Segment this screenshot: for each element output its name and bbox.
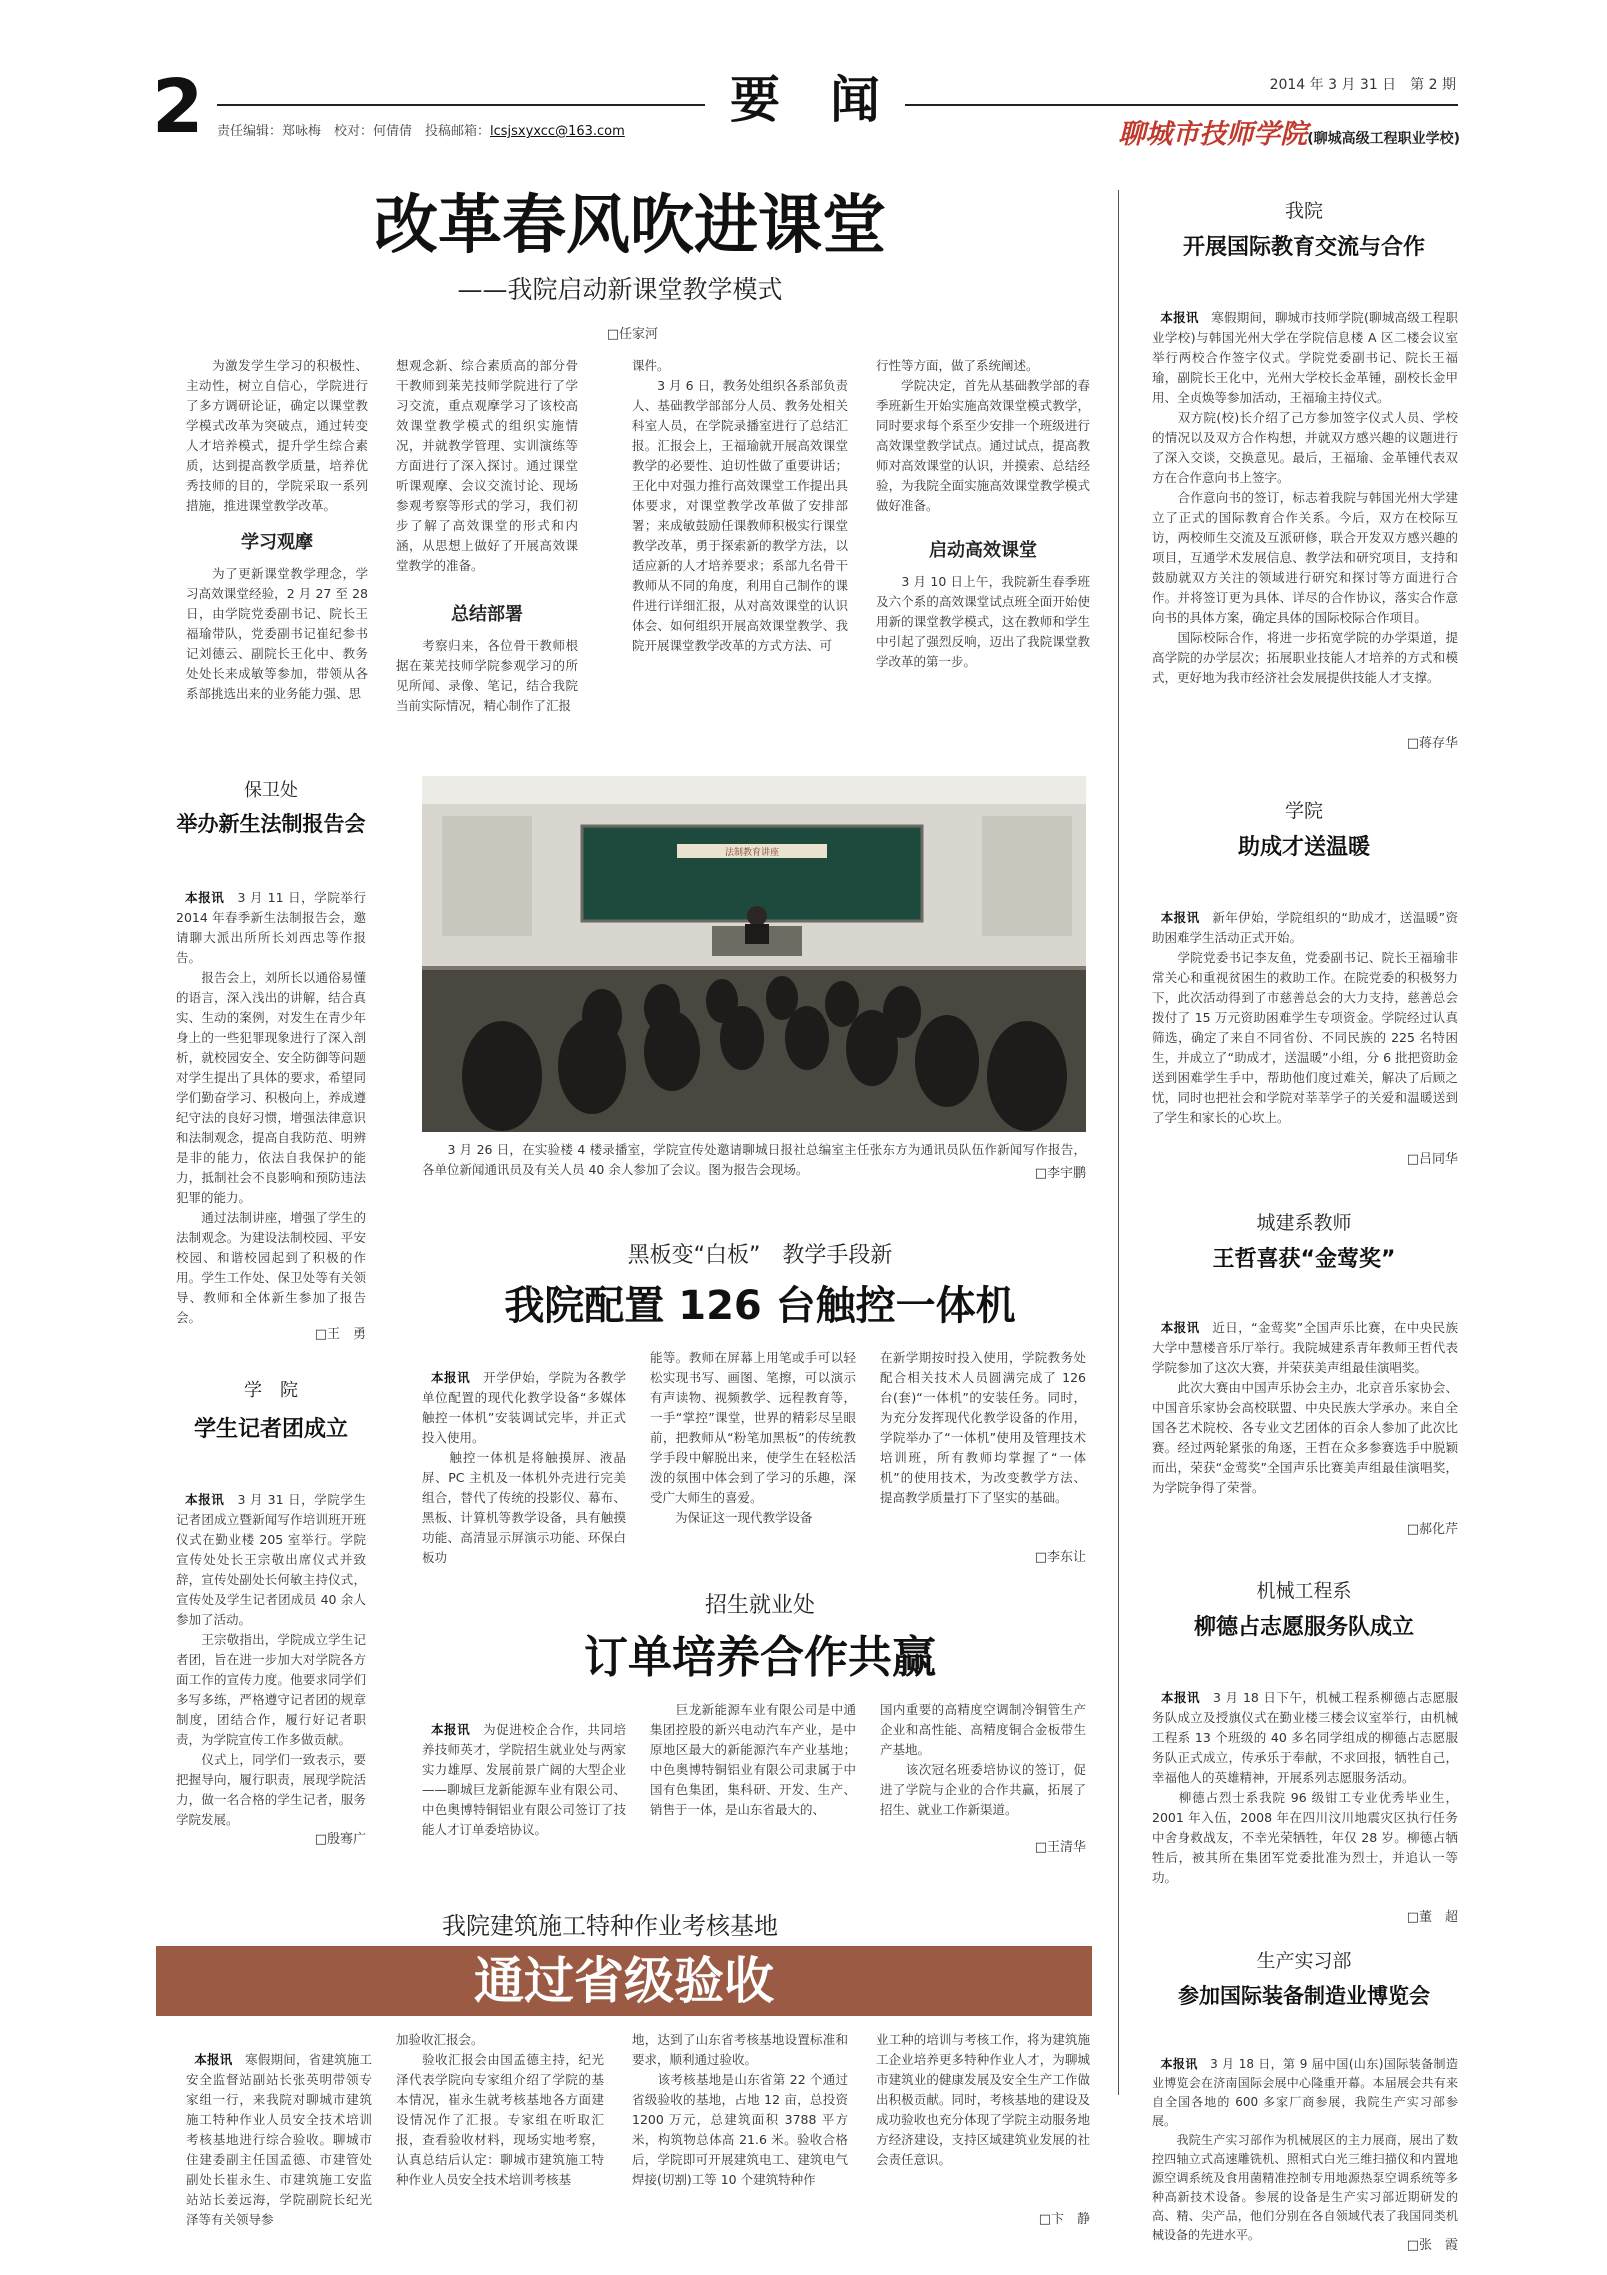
left-story2-dept: 学 院	[244, 1380, 298, 1401]
right-story1-lead: 本报讯	[1160, 310, 1199, 325]
order-col3: 国内重要的高精度空调制冷铜管生产企业和高性能、高精度铜合金板带生产基地。 该次冠名班委培协议的签订，促进了学院与企业的合作共赢，拓展了招生、就业工作新渠道。	[880, 1702, 1086, 1817]
right-story2-dept: 学院	[1284, 800, 1323, 822]
lead-column-4	[876, 356, 1090, 722]
bottom-title: 通过省级验收	[474, 1951, 774, 2010]
bottom-col1-text: 寒假期间，省建筑施工安全监督站副站长张英明带领专家组一行，来我院对聊城市建筑施工特种作业人员安全技术培训考核基地进行综合验收。聊城市住建委副主任国孟德、市建管处副处长崔永生、市建筑施工安监站站长姜远海，学院副院长纪光泽等有关领导参	[186, 2052, 372, 2227]
right-story1-text: 寒假期间，聊城市技师学院(聊城高级工程职业学校)与韩国光州大学在学院信息楼 A 区二楼会议室举行两校合作签字仪式。学院党委副书记、院长王福瑜，副院长王化中，光州大学校长金革锺，副校长金甲用、全贞焕等参加活动，王福瑜主持仪式。 双方院(校)长介绍了己方参加签字仪式人员、学校的情况以及双方合作构想，并就双方感兴趣的议题进行了深入交谈，交换意见。最后，王福瑜、金革锺代表双方在合作意向书上签字。 合作意向书的签订，标志着我院与韩国光州大学建立了正式的国际教育合作关系。今后，双方在校际互访，两校师生交流及互派研修，联合开发双方感兴趣的项目，互通学术发展信息、教学法和研究项目，支持和鼓励就双方关注的领域进行研究和探讨等方面进行合作。并将签订更为具体、详尽的合作协议，落实合作意向书的具体方案，确定具体的国际校际合作项目。 国际校际合作，将进一步拓宽学院的办学渠道，提高学院的办学层次；拓展职业技能人才培养的方式和模式，更好地为我市经济社会发展提供技能人才支撑。	[1152, 310, 1458, 685]
page-number: 2	[152, 64, 204, 150]
touch-col1-text: 开学伊始，学院为各教学单位配置的现代化教学设备“多媒体触控一体机”安装调试完毕，并正式投入使用。 触控一体机是将触摸屏、液晶屏、PC 主机及一体机外壳进行完美组合，替代了传统的投影仪、幕布、黑板、计算机等教学设备，具有触摸功能、高清显示屏演示功能、环保白板功	[422, 1370, 626, 1565]
touch-col3: 在新学期按时投入使用，学院教务处配合相关技术人员圆满完成了 126 台(套)“一体机”的安装任务。同时，为充分发挥现代化教学设备的作用，学院举办了“一体机”使用及管理技术培训班，所有教师均掌握了“一体机”的使用技术，为改变教学方法、提高教学质量打下了坚实的基础。	[880, 1350, 1090, 1505]
section-name: 要 闻	[730, 70, 880, 129]
left-story2-text: 3 月 31 日，学院学生记者团成立暨新闻写作培训班开班仪式在勤业楼 205 室举行。学院宣传处处长王宗敬出席仪式并致辞，宣传处副处长何敏主持仪式，宣传处及学生记者团成员 40 余人参加了活动。 王宗敬指出，学院成立学生记者团，旨在进一步加大对学院各方面工作的宣传力度。他要求同学们多写多练，严格遵守记者团的规章制度，团结合作，履行好记者职责，为学院宣传工作多做贡献。 仪式上，同学们一致表示，要把握导向，履行职责，展现学院活力，做一名合格的学生记者，服务学院发展。	[176, 1492, 367, 1827]
right-story1-body	[1152, 288, 1458, 752]
school-logo-text: 聊城市技师学院	[1118, 119, 1308, 150]
editor-line	[217, 120, 625, 139]
touch-lead: 本报讯	[431, 1370, 471, 1385]
lead-col3-text: 课件。 3 月 6 日，教务处组织各系部负责人、基础教学部部分人员、教务处相关科室人员，在学院录播室进行了总结汇报。汇报会上，王福瑜就开展高效课堂教学的必要性、迫切性做了重要讲话；王化中对强力推行高效课堂工作提出具体要求，对课堂教学改革做了安排部署；来成敏鼓励任课教师积极实行课堂教学改革，勇于探索新的教学方法，以适应新的人才培养要求；系部九名骨干教师从不同的角度，利用自己制作的课件进行详细汇报，从对高效课堂的认识体会、如何组织开展高效课堂教学、我院开展课堂教学改革的方式方法、可	[632, 358, 848, 653]
right-story2-text: 新年伊始，学院组织的“助成才，送温暖”资助困难学生活动正式开始。 学院党委书记李友鱼，党委副书记、院长王福瑜非常关心和重视贫困生的救助工作。在院党委的积极努力下，此次活动得到了市慈善总会的大力支持，慈善总会拨付了 15 万元资助困难学生专项资金。学院经过认真筛选，确定了来自不同省份、不同民族的 225 名特困生，并成立了“助成才，送温暖”小组，分 6 批把资助金送到困难学生手中，帮助他们度过难关，解决了后顾之忧，同时也把社会和学院对莘莘学子的关爱和温暖送到了学生和家长的心坎上。	[1152, 910, 1458, 1125]
order-lead: 本报讯	[431, 1722, 471, 1737]
left-story2-body	[176, 1470, 366, 1850]
right-story5-text: 3 月 18 日，第 9 届中国(山东)国际装备制造业博览会在济南国际会展中心隆重开幕。本届展会共有来自全国各地的 600 多家厂商参展，我院生产实习部参展。 我院生产实习部作为机械展区的主力展商，展出了数控四轴立式高速雕铣机、照相式白光三维扫描仪和内置地源空调系统及食用菌精准控制专用地源热泵空调系统等多种高新技术设备。参展的设备是生产实习部近期研发的高、精、尖产品，他们分别在各自领域代表了我国同类机械设备的先进水平。	[1152, 2057, 1458, 2242]
lead-col1-text: 为激发学生学习的积极性、主动性，树立自信心，学院进行了多方调研论证，确定以课堂教学模式改革为突破点，通过转变人才培养模式，提升学生综合素质，达到提高教学质量，培养优秀技师的目的，学院采取一系列措施，推进课堂教学改革。	[186, 358, 368, 513]
lead-col1-subhead: 学习观摩	[241, 532, 313, 553]
lead-col1-text-b: 为了更新课堂教学理念，学习高效课堂经验，2 月 27 至 28 日，由学院党委副书记、院长王福瑜带队，党委副书记崔纪参书记刘德云、副院长王化中、教务处处长来成敏等参加，带领从各系部挑选出来的业务能力强、思	[186, 566, 372, 701]
photo-credit: □李宇鹏	[1034, 1166, 1086, 1181]
lead-byline: □任家河	[606, 327, 658, 342]
bottom-col2: 加验收汇报会。 验收汇报会由国孟德主持，纪光泽代表学院向专家组介绍了学院的基本情况，崔永生就考核基地各方面建设情况作了汇报。专家组在听取汇报，查看验收材料，现场实地考察，认真总结后认定：聊城市建筑施工特种作业人员安全技术培训考核基	[396, 2032, 604, 2187]
masthead-rule-left	[217, 104, 705, 106]
touch-kicker: 黑板变“白板” 教学手段新	[627, 1243, 893, 1268]
right-story3-body	[1152, 1298, 1458, 1538]
lead-title: 改革春风吹进课堂	[374, 188, 886, 263]
order-kicker: 招生就业处	[704, 1593, 815, 1618]
touch-col1	[422, 1348, 626, 1570]
touch-col2: 能等。教师在屏幕上用笔或手可以轻松实现书写、画图、笔擦，可以演示有声读物、视频教学、远程教育等，一手“掌控”课堂，世界的精彩尽呈眼前，把教师从“粉笔加黑板”的传统教学手段中解脱出来，使学生在轻松活泼的氛围中体会到了学习的乐趣，深受广大师生的喜爱。 为保证这一现代教学设备	[650, 1350, 856, 1525]
editor-credits: 责任编辑：郑咏梅 校对：何倩倩 投稿邮箱：	[217, 124, 491, 139]
right-story4-lead: 本报讯	[1160, 1690, 1201, 1705]
photo-caption: 3 月 26 日，在实验楼 4 楼录播室，学院宣传处邀请聊城日报社总编室主任张东方为通讯员队伍作新闻写作报告，各单位新闻通讯员及有关人员 40 余人参加了会议。图为报告会现场。	[422, 1142, 1086, 1177]
right-story4-credit: □董 超	[1406, 1910, 1458, 1925]
lead-col4-subhead: 启动高效课堂	[929, 540, 1037, 561]
bottom-col4: 业工种的培训与考核工作，将为建筑施工企业培养更多特种作业人才，为聊城市建筑业的健康发展及安全生产工作做出积极贡献。同时，考核基地的建设及成功验收也充分体现了学院主动服务地方经济建设，支持区域建筑业发展的社会责任意识。	[876, 2032, 1090, 2167]
touch-credit: □李东让	[1034, 1550, 1086, 1565]
lead-column-3	[632, 356, 848, 732]
left-story2-title: 学生记者团成立	[193, 1417, 348, 1442]
left-story1-body	[176, 868, 366, 1343]
touch-title: 我院配置 126 台触控一体机	[504, 1283, 1016, 1329]
left-story2-credit: □殷骞广	[314, 1832, 366, 1847]
right-story2-body	[1152, 888, 1458, 1168]
right-story3-dept: 城建系教师	[1256, 1212, 1352, 1234]
classroom-photo-illustration	[422, 776, 1086, 1132]
right-story2-title: 助成才送温暖	[1237, 835, 1370, 860]
lead-column-1	[186, 356, 372, 744]
right-story4-dept: 机械工程系	[1256, 1580, 1352, 1602]
classroom-photo	[422, 776, 1086, 1132]
issue-date: 2014 年 3 月 31 日 第 2 期	[1269, 77, 1456, 93]
right-story1-title: 开展国际教育交流与合作	[1182, 235, 1425, 260]
bottom-credit: □卞 静	[1038, 2212, 1090, 2227]
right-story1-credit: □蒋存华	[1406, 736, 1458, 751]
order-credit: □王清华	[1034, 1840, 1086, 1855]
right-story3-title: 王哲喜获“金莺奖”	[1212, 1247, 1396, 1272]
left-story1-lead: 本报讯	[185, 890, 225, 905]
right-story5-dept: 生产实习部	[1256, 1950, 1352, 1972]
right-story5-title: 参加国际装备制造业博览会	[1178, 1984, 1430, 2008]
right-story4-title: 柳德占志愿服务队成立	[1193, 1615, 1414, 1640]
lead-subtitle: ——我院启动新课堂教学模式	[457, 275, 783, 304]
bottom-lead: 本报讯	[194, 2052, 233, 2067]
school-logo	[1090, 112, 1460, 151]
right-story3-lead: 本报讯	[1160, 1320, 1200, 1335]
lead-col4-text: 行性等方面，做了系统阐述。 学院决定，首先从基础教学部的春季班新生开始实施高效课堂模式教学，同时要求每个系至少安排一个班级进行高效课堂教学试点。通过试点，提高教师对高效课堂的认识，并摸索、总结经验，为我院全面实施高效课堂教学模式做好准备。	[876, 358, 1090, 513]
bottom-title-banner	[156, 1946, 1092, 2016]
lead-col2-text-b: 考察归来，各位骨干教师根据在莱芜技师学院参观学习的所见所闻、录像、笔记，结合我院当前实际情况，精心制作了汇报	[396, 638, 578, 713]
order-title: 订单培养合作共赢	[584, 1632, 936, 1683]
lead-col2-subhead: 总结部署	[451, 604, 523, 625]
order-col2: 巨龙新能源车业有限公司是中通集团控股的新兴电动汽车产业，是中原地区最大的新能源汽车产业基地；中色奥博特铜铝业有限公司隶属于中国有色集团，集科研、开发、生产、销售于一体，是山东省最大的、	[650, 1702, 856, 1817]
right-story2-credit: □吕同华	[1406, 1152, 1458, 1167]
right-story4-body	[1152, 1668, 1458, 1928]
right-story2-lead: 本报讯	[1160, 910, 1200, 925]
bottom-col1	[186, 2030, 372, 2232]
right-story1-dept: 我院	[1284, 200, 1323, 222]
bottom-col3: 地，达到了山东省考核基地设置标准和要求，顺利通过验收。 该考核基地是山东省第 22 个通过省级验收的基地，占地 12 亩，总投资 1200 万元，总建筑面积 3788 平方米，构筑物总体高 21.6 米。验收合格后，学院即可开展建筑电工、建筑电气焊接(切割)工等 10 个建筑特种作	[632, 2032, 848, 2187]
lead-column-2	[396, 356, 578, 748]
right-story5-body	[1152, 2036, 1458, 2242]
left-story2-lead: 本报讯	[185, 1492, 225, 1507]
order-col1-text: 为促进校企合作，共同培养技师英才，学院招生就业处与两家实力雄厚、发展前景广阔的大型企业——聊城巨龙新能源车业有限公司、中色奥博特铜铝业有限公司签订了技能人才订单委培协议。	[422, 1722, 626, 1837]
right-story4-text: 3 月 18 日下午，机械工程系柳德占志愿服务队成立及授旗仪式在勤业楼三楼会议室举行，由机械工程系 13 个班级的 40 多名同学组成的柳德占志愿服务队正式成立，传承乐于奉献，不求回报，牺牲自己，幸福他人的英雄精神，开展系列志愿服务活动。 柳德占烈士系我院 96 级钳工专业优秀毕业生，2001 年入伍，2008 年在四川汶川地震灾区执行任务中舍身救战友，不幸光荣牺牲，年仅 28 岁。柳德占牺牲后，被其所在集团军党委批准为烈士，并追认一等功。	[1152, 1690, 1458, 1885]
left-story1-text: 3 月 11 日，学院举行 2014 年春季新生法制报告会，邀请聊大派出所所长刘西忠等作报告。 报告会上，刘所长以通俗易懂的语言，深入浅出的讲解，结合真实、生动的案例，对发生在青少年身上的一些犯罪现象进行了深入剖析，就校园安全、安全防御等问题对学生提出了具体的要求，希望同学们勤奋学习、积极向上，养成遵纪守法的良好习惯，增强法律意识和法制观念，提高自我防范、明辨是非的能力，依法自我保护的能力，抵制社会不良影响和预防违法犯罪的能力。 通过法制讲座，增强了学生的法制观念。为建设法制校园、平安校园、和谐校园起到了积极的作用。学生工作处、保卫处等有关领导、教师和全体新生参加了报告会。	[176, 890, 367, 1325]
order-col1	[422, 1700, 626, 1862]
right-story5-credit: □张 霞	[1406, 2238, 1458, 2253]
left-story1-dept: 保卫处	[244, 780, 298, 801]
lead-col4-text-b: 3 月 10 日上午，我院新生春季班及六个系的高效课堂试点班全面开始使用新的课堂教学模式，这在教师和学生中引起了强烈反响，迈出了我院课堂教学改革的第一步。	[876, 574, 1090, 669]
lead-col2-text: 想观念新、综合素质高的部分骨干教师到莱芜技师学院进行了学习交流，重点观摩学习了该校高效课堂教学模式的组织实施情况，并就教学管理、实训演练等方面进行了深入探讨。通过课堂听课观摩、会议交流讨论、现场参观考察等形式的学习，我们初步了解了高效课堂的形式和内涵，从思想上做好了开展高效课堂教学的准备。	[396, 358, 578, 573]
bottom-kicker: 我院建筑施工特种作业考核基地	[442, 1912, 778, 1940]
right-story5-lead: 本报讯	[1160, 2057, 1198, 2071]
left-story1-credit: □王 勇	[314, 1327, 366, 1342]
right-column-divider	[1118, 190, 1119, 2095]
submission-email[interactable]: lcsjsxyxcc@163.com	[490, 124, 625, 139]
blackboard-text: 法制教育讲座	[724, 848, 780, 858]
right-story3-credit: □郝化芹	[1406, 1522, 1458, 1537]
right-story3-text: 近日，“金莺奖”全国声乐比赛，在中央民族大学中慧楼音乐厅举行。我院城建系青年教师王哲代表学院参加了这次大赛，并荣获美声组最佳演唱奖。 此次大赛由中国声乐协会主办，北京音乐家协会、中国音乐家协会高校联盟、中央民族大学承办。来自全国各艺术院校、各专业文艺团体的百余人参加了此次比赛。经过两轮紧张的角逐，王哲在众多参赛选手中脱颖而出，荣获“金莺奖”全国声乐比赛美声组最佳演唱奖，为学院争得了荣誉。	[1152, 1320, 1458, 1495]
left-story1-title: 举办新生法制报告会	[176, 812, 366, 836]
masthead-rule-right	[905, 104, 1458, 106]
school-alt-name: (聊城高级工程职业学校)	[1307, 131, 1460, 147]
